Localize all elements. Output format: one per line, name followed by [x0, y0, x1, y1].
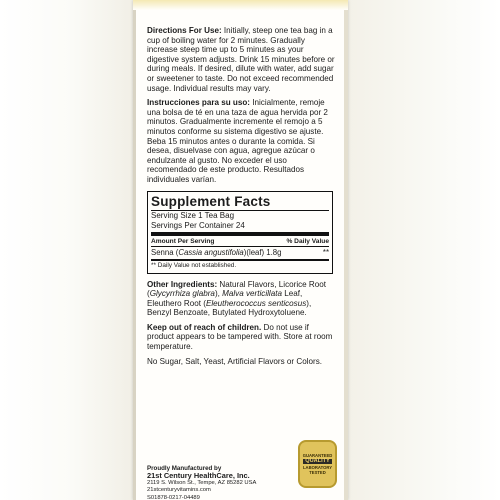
directions-english-text: Initially, steep one tea bag in a cup of boiling water for 2 minutes. Gradually increase steep time up to 5 minutes as your digestive system adjusts. Drink 15 minutes before or during meals. If desired, dilute with water, add sugar or sweetener to taste. Do not exceed recommended usage. Individual results may vary.: [147, 26, 335, 93]
quality-seal-icon: GUARANTEED QUALITY LABORATORY TESTED: [298, 440, 337, 488]
serving-size: Serving Size 1 Tea Bag: [151, 210, 235, 220]
warning: [147, 323, 337, 352]
ingredient-row-senna: [151, 247, 329, 261]
supplement-facts-title: Supplement Facts: [151, 194, 329, 211]
box-left-face: [0, 0, 133, 500]
directions-spanish-heading: Instrucciones para su uso:: [147, 98, 250, 108]
warning-text: Do not use if product appears to be tampered with. Store at room temperature.: [147, 322, 333, 352]
servings-per-container: Servings Per Container 24: [151, 220, 245, 230]
amount-per-serving-label: Amount Per Serving: [151, 237, 215, 245]
company-address: 2119 S. Wilson St., Tempe, AZ 85282 USA: [147, 480, 257, 487]
manufactured-by-label: Proudly Manufactured by: [147, 465, 222, 472]
facts-footnote: ** Daily Value not established.: [151, 261, 237, 269]
manufacturer-block: [147, 465, 287, 500]
directions-english: [147, 26, 337, 93]
daily-value-label: % Daily Value: [286, 237, 329, 245]
other-ingredients-heading: Other Ingredients:: [147, 279, 218, 289]
directions-spanish: [147, 98, 337, 184]
panel-right-edge: [344, 0, 348, 500]
thick-divider: [151, 232, 329, 236]
product-label-panel: [133, 0, 348, 500]
directions-spanish-text: Inicialmente, remoje una bolsa de té en una taza de agua hervida por 2 minutos. Gradualmente incremente el remojo a 5 minutos conforme su sistema digestivo se ajuste. Beba 15 minutos antes o durante la comida. Si desea, disuelvase con agua, agregue azúcar o endulzante al gusto. No exceder el uso recomendado de este producto. Resultados individuales varían.: [147, 98, 328, 184]
panel-left-edge: [133, 0, 136, 500]
free-from-statement: No Sugar, Salt, Yeast, Artificial Flavors or Colors.: [147, 356, 322, 366]
label-text: [147, 26, 337, 371]
product-code: S01878-0217-04489: [147, 494, 200, 500]
company-website: 21stcenturyvitamins.com: [147, 487, 211, 494]
ingredient-name: Senna (Cassia angustifolia)(leaf) 1.8g: [151, 247, 282, 257]
supplement-facts-box: [147, 191, 333, 274]
company-name: 21st Century HealthCare, Inc.: [147, 471, 250, 481]
directions-english-heading: Directions For Use:: [147, 26, 222, 35]
warning-heading: Keep out of reach of children.: [147, 322, 262, 332]
ingredient-daily-value: **: [322, 247, 329, 257]
box-right-face: [348, 0, 500, 500]
yellow-top-band: [133, 0, 348, 10]
facts-column-header: [151, 237, 329, 247]
other-ingredients: Other Ingredients: Natural Flavors, Licorice Root (Glycyrrhiza glabra), Malva verticillata Leaf, Eleuthero Root (Eleutherococcus senticosus), Benzyl Benzoate, Butylated Hydroxytoluene.: [147, 279, 327, 318]
